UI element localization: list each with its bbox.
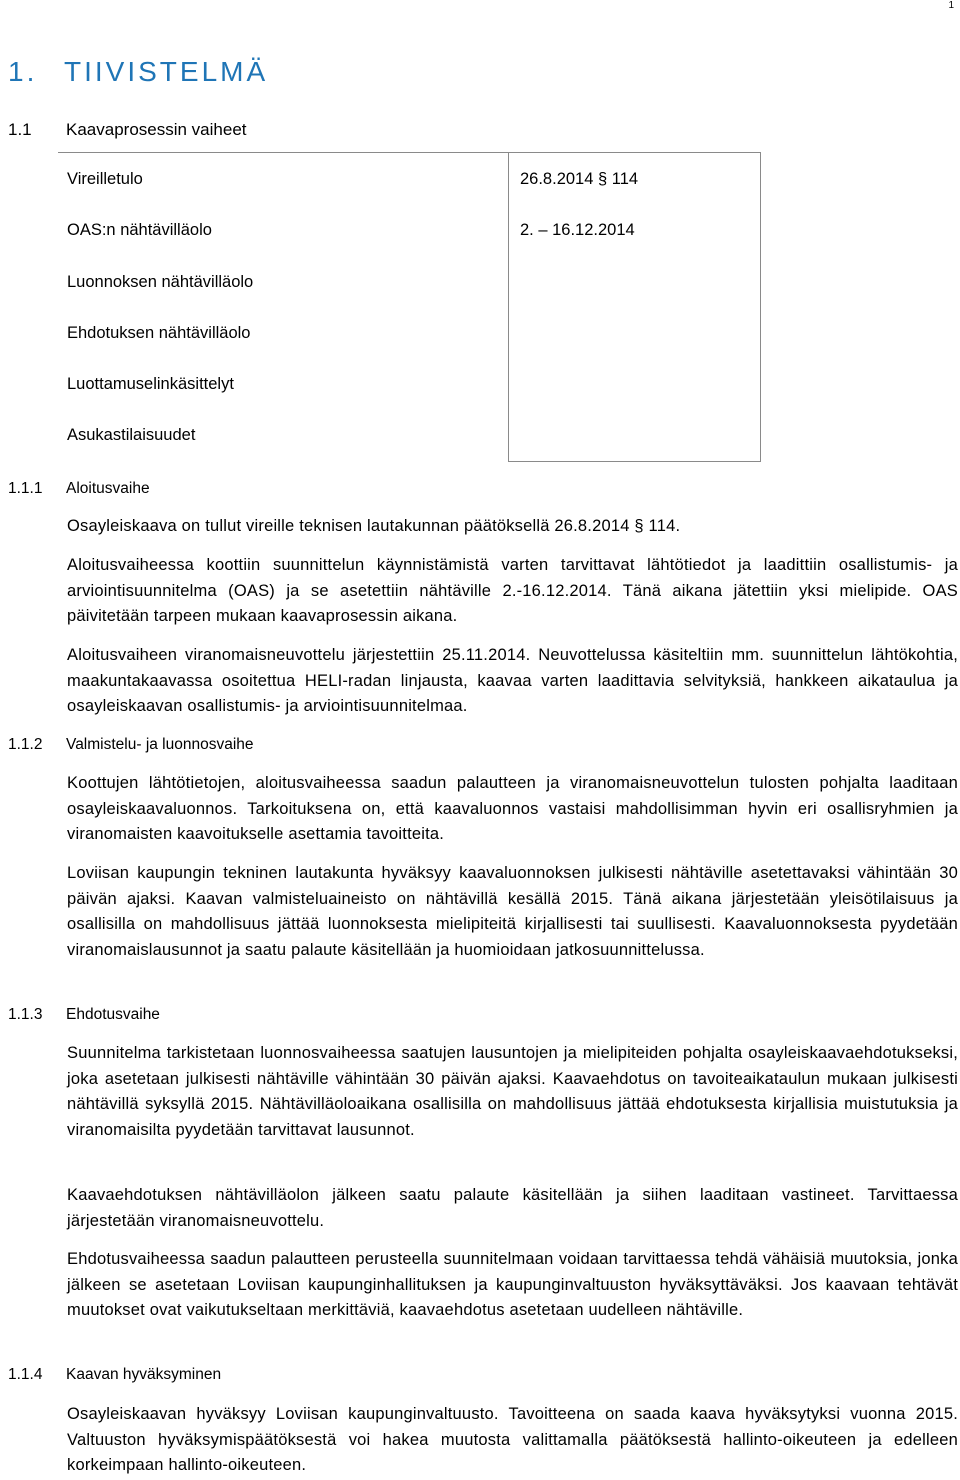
main-heading-title: TIIVISTELMÄ bbox=[64, 56, 269, 87]
paragraph: Suunnitelma tarkistetaan luonnosvaiheessa saatujen lausuntojen ja mielipiteiden pohjalta osayleiskaavaehdotukseksi, joka asetetaan julkisesti nähtäville vähintään 30 päivän ajaksi. Kaavaehdotus on tavoiteaikataulun mukaan julkisesti nähtävillä syksyllä 2015. Nähtävilläoloaikana osallisilla on mahdollisuus jättää ehdotuksesta kirjallisia muistutuksia ja viranomaisilta pyydetään tarvittavat lausunnot. bbox=[67, 1044, 958, 1139]
subsection-heading bbox=[8, 1006, 160, 1024]
main-heading-number: 1. bbox=[8, 56, 38, 87]
subsection-number: 1.1.1 bbox=[8, 480, 43, 497]
timeline-label: Vireilletulo bbox=[67, 170, 143, 188]
timeline-label: Ehdotuksen nähtävilläolo bbox=[67, 324, 251, 342]
subsection-heading bbox=[8, 480, 150, 498]
page-number: 1 bbox=[948, 0, 954, 11]
section-heading bbox=[8, 120, 247, 140]
subsection-title: Valmistelu- ja luonnosvaihe bbox=[66, 736, 254, 753]
subsection-number: 1.1.3 bbox=[8, 1006, 43, 1023]
timeline-label: Asukastilaisuudet bbox=[67, 426, 196, 444]
paragraph: Aloitusvaiheen viranomaisneuvottelu järjestettiin 25.11.2014. Neuvottelussa käsiteltiin mm. suunnittelun lähtökohtia, maakuntakaavassa osoitettua HELI-radan linjausta, kaavaa varten laadittavia selvityksiä, hankkeen aikataulua ja osayleiskaavan osallistumis- ja arviointisuunnitelmaa. bbox=[67, 646, 958, 716]
paragraph: Koottujen lähtötietojen, aloitusvaiheessa saadun palautteen ja viranomaisneuvottelun tulosten pohjalta laaditaan osayleiskaavaluonnos. Tarkoituksena on, että kaavaluonnos vastaisi mahdollisimman hyvin eri osallisryhmien ja viranomaisten kaavoitukselle asettamia tavoitteita. bbox=[67, 774, 958, 844]
subsection-title: Kaavan hyväksyminen bbox=[66, 1366, 222, 1383]
paragraph: Ehdotusvaiheessa saadun palautteen perusteella suunnitelmaan voidaan tarvittaessa tehdä vähäisiä muutoksia, jonka jälkeen se asetetaan Loviisan kaupunginhallituksen ja kaupunginvaltuuston hyväksyttäväksi. Jos kaavaan tehtävät muutokset ovat vaikutukseltaan merkittäviä, kaavaehdotus asetetaan uudelleen nähtäville. bbox=[67, 1250, 958, 1320]
timeline-date-column bbox=[508, 152, 761, 462]
timeline-date: 26.8.2014 § 114 bbox=[520, 170, 639, 188]
timeline-label: OAS:n nähtävilläolo bbox=[67, 221, 212, 239]
timeline-label: Luottamuselinkäsittelyt bbox=[67, 375, 234, 393]
paragraph: Osayleiskaavan hyväksyy Loviisan kaupunginvaltuusto. Tavoitteena on saada kaava hyväksytyksi vuonna 2015. Valtuuston hyväksymispäätöksestä voi hakea muutosta valittamalla päätöksestä hallinto-oikeuteen ja edelleen korkeimpaan hallinto-oikeuteen. bbox=[67, 1405, 958, 1475]
main-heading bbox=[8, 56, 268, 88]
subsection-heading bbox=[8, 1366, 221, 1384]
paragraph: Loviisan kaupungin tekninen lautakunta hyväksyy kaavaluonnoksen julkisesti nähtäville asetettavaksi vähintään 30 päivän ajaksi. Kaavan valmisteluaineisto on nähtävillä kesällä 2015. Tänä aikana järjestetään yleisötilaisuus ja osallisilla on mahdollisuus jättää luonnoksesta mielipiteitä kirjallisesti tai suullisesti. Kaavaluonnoksesta pyydetään viranomaislausunnot ja saatu palaute käsitellään ja huomioidaan jatkosuunnittelussa. bbox=[67, 864, 958, 959]
subsection-title: Aloitusvaihe bbox=[66, 480, 150, 497]
paragraph: Osayleiskaava on tullut vireille teknisen lautakunnan päätöksellä 26.8.2014 § 114. bbox=[67, 517, 681, 535]
timeline-label-column bbox=[58, 152, 509, 461]
paragraph: Kaavaehdotuksen nähtävilläolon jälkeen saatu palaute käsitellään ja siihen laaditaan vastineet. Tarvittaessa järjestetään viranomaisneuvottelu. bbox=[67, 1186, 958, 1230]
process-timeline-table bbox=[58, 152, 762, 460]
subsection-heading bbox=[8, 736, 254, 754]
section-heading-title: Kaavaprosessin vaiheet bbox=[66, 120, 247, 139]
section-heading-number: 1.1 bbox=[8, 120, 32, 139]
subsection-title: Ehdotusvaihe bbox=[66, 1006, 160, 1023]
subsection-number: 1.1.2 bbox=[8, 736, 43, 753]
timeline-date: 2. – 16.12.2014 bbox=[520, 221, 635, 239]
timeline-label: Luonnoksen nähtävilläolo bbox=[67, 273, 254, 291]
subsection-number: 1.1.4 bbox=[8, 1366, 43, 1383]
paragraph: Aloitusvaiheessa koottiin suunnittelun käynnistämistä varten tarvittavat lähtötiedot ja laadittiin osallistumis- ja arviointisuunnitelma (OAS) ja se asetettiin nähtäville 2.-16.12.2014. Tänä aikana jätettiin yksi mielipide. OAS päivitetään tarpeen mukaan kaavaprosessin aikana. bbox=[67, 556, 958, 626]
